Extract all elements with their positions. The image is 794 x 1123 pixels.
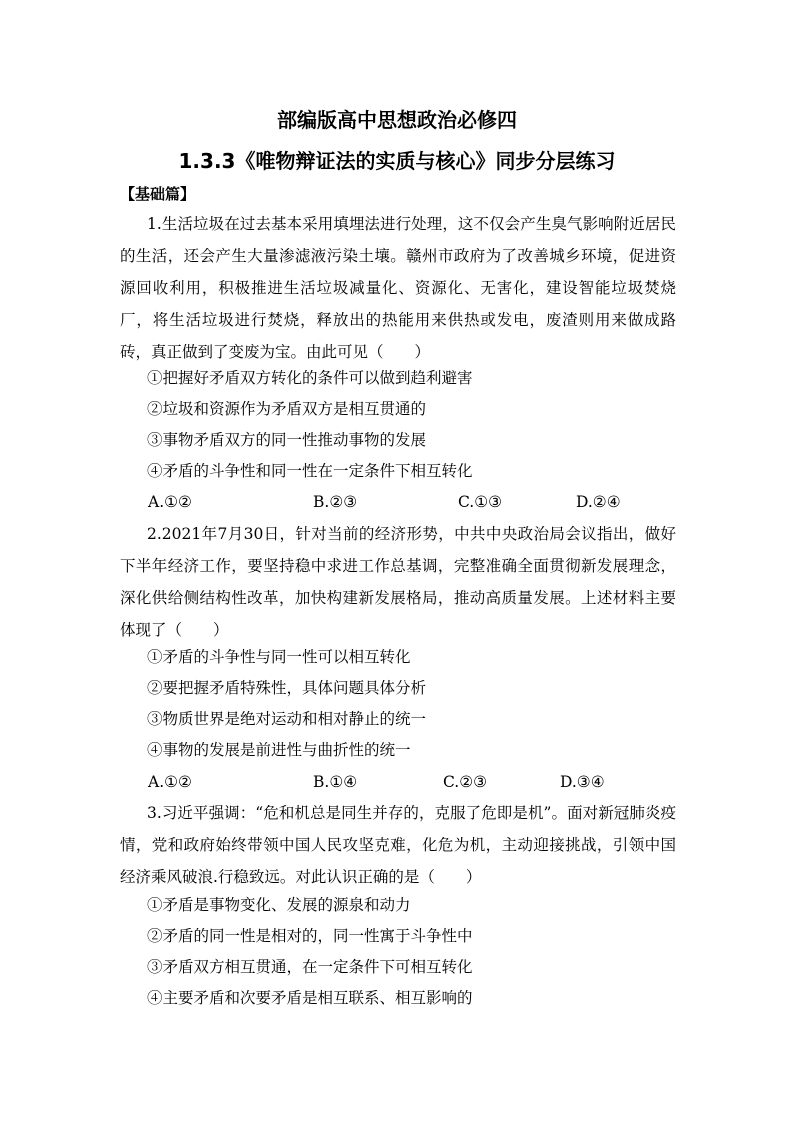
question-2-option-1: ①矛盾的斗争性与同一性可以相互转化: [147, 648, 411, 666]
question-1-option-4: ④矛盾的斗争性和同一性在一定条件下相互转化: [147, 462, 473, 480]
section-heading: 【基础篇】: [120, 185, 196, 203]
question-2-answer-a: A.①②: [148, 773, 192, 791]
question-1-answer-b: B.②③: [313, 493, 358, 511]
document-subtitle: 1.3.3《唯物辩证法的实质与核心》同步分层练习: [178, 149, 616, 173]
document-title: 部编版高中思想政治必修四: [277, 108, 517, 132]
question-2-option-4: ④事物的发展是前进性与曲折性的统一: [147, 741, 411, 759]
question-3-option-1: ①矛盾是事物变化、发展的源泉和动力: [147, 896, 411, 914]
question-2-option-3: ③物质世界是绝对运动和相对静止的统一: [147, 710, 427, 728]
question-1-answer-c: C.①③: [458, 493, 503, 511]
question-2-answer-d: D.③④: [560, 773, 605, 791]
question-2-answer-b: B.①④: [313, 773, 358, 791]
question-3-option-2: ②矛盾的同一性是相对的，同一性寓于斗争性中: [147, 927, 473, 945]
question-2-answer-c: C.②③: [443, 773, 488, 791]
question-2-stem: 2.2021年7月30日，针对当前的经济形势，中共中央政治局会议指出，做好下半年经济工作，要坚持稳中求进工作总基调，完整准确全面贯彻新发展理念，深化供给侧结构性改革，加快构建新发展格局，推动高质量发展。上述材料主要体现了（ ）: [120, 525, 676, 639]
question-1-stem: 1.生活垃圾在过去基本采用填埋法进行处理，这不仅会产生臭气影响附近居民的生活，还会产生大量渗滤液污染土壤。赣州市政府为了改善城乡环境，促进资源回收利用，积极推进生活垃圾减量化、资源化、无害化，建设智能垃圾焚烧厂，将生活垃圾进行焚烧，释放出的热能用来供热或发电，废渣则用来做成路砖，真正做到了变废为宝。由此可见（ ）: [120, 215, 676, 361]
question-1-answer-a: A.①②: [148, 493, 192, 511]
question-3-stem: 3.习近平强调：“危和机总是同生并存的，克服了危即是机”。面对新冠肺炎疫情，党和政府始终带领中国人民攻坚克难，化危为机，主动迎接挑战，引领中国经济乘风破浪.行稳致远。对此认识正确的是（ ）: [120, 804, 676, 886]
question-1-option-3: ③事物矛盾双方的同一性推动事物的发展: [147, 431, 427, 449]
question-3-option-3: ③矛盾双方相互贯通，在一定条件下可相互转化: [147, 958, 473, 976]
question-1-answer-d: D.②④: [576, 493, 621, 511]
question-2-option-2: ②要把握矛盾特殊性，具体问题具体分析: [147, 679, 427, 697]
question-3-option-4: ④主要矛盾和次要矛盾是相互联系、相互影响的: [147, 989, 473, 1007]
question-1-option-2: ②垃圾和资源作为矛盾双方是相互贯通的: [147, 400, 427, 418]
question-1-option-1: ①把握好矛盾双方转化的条件可以做到趋利避害: [147, 369, 473, 387]
